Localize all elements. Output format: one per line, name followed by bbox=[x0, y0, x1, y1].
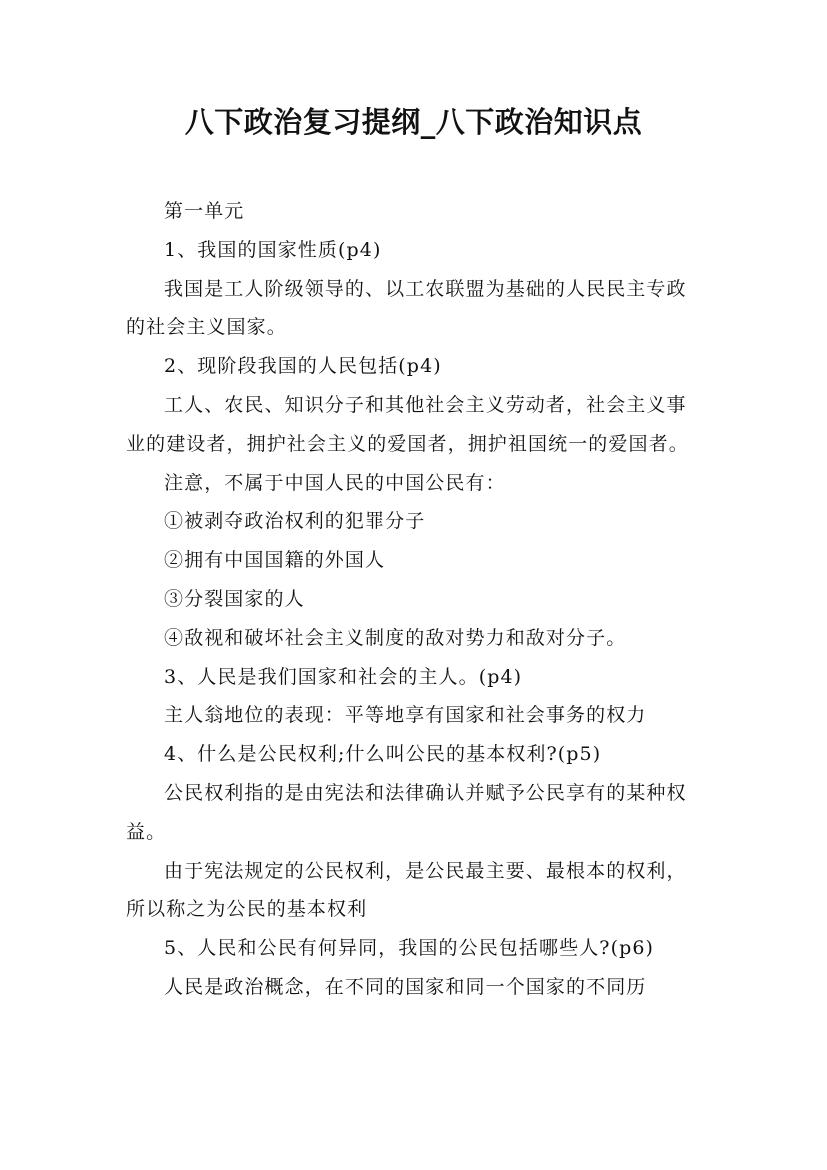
paragraph-answer-4a: 公民权利指的是由宪法和法律确认并赋予公民享有的某种权益。 bbox=[126, 781, 687, 843]
paragraph-answer-2: 工人、农民、知识分子和其他社会主义劳动者，社会主义事业的建设者，拥护社会主义的爱国者，拥护祖国统一的爱国者。 bbox=[126, 393, 689, 455]
paragraph-answer-1: 我国是工人阶级领导的、以工农联盟为基础的人民民主专政的社会主义国家。 bbox=[126, 277, 687, 339]
paragraph-unit-heading: 第一单元 bbox=[164, 200, 245, 222]
paragraph-note-item-3: ③分裂国家的人 bbox=[164, 587, 305, 610]
paragraph-answer-4b: 由于宪法规定的公民权利，是公民最主要、最根本的权利，所以称之为公民的基本权利 bbox=[126, 859, 687, 921]
paragraph-question-1: 1、我国的国家性质(p4) bbox=[164, 238, 382, 261]
paragraph-question-4: 4、什么是公民权利;什么叫公民的基本权利?(p5) bbox=[164, 743, 602, 766]
document-title: 八下政治复习提纲_八下政治知识点 bbox=[184, 105, 643, 139]
paragraph-note-item-1: ①被剥夺政治权利的犯罪分子 bbox=[164, 510, 426, 533]
paragraph-note-item-2: ②拥有中国国籍的外国人 bbox=[164, 549, 386, 572]
paragraph-note-item-4: ④敌视和破坏社会主义制度的敌对势力和敌对分子。 bbox=[164, 626, 627, 649]
paragraph-question-3: 3、人民是我们国家和社会的主人。(p4) bbox=[164, 665, 523, 688]
paragraph-answer-5: 人民是政治概念，在不同的国家和同一个国家的不同历 bbox=[164, 975, 647, 998]
paragraph-answer-3: 主人翁地位的表现：平等地享有国家和社会事务的权力 bbox=[164, 704, 647, 727]
document-body bbox=[126, 192, 706, 1007]
paragraph-note: 注意，不属于中国人民的中国公民有： bbox=[164, 471, 506, 494]
paragraph-question-5: 5、人民和公民有何异同，我国的公民包括哪些人?(p6) bbox=[164, 937, 655, 960]
paragraph-question-2: 2、现阶段我国的人民包括(p4) bbox=[164, 355, 442, 378]
